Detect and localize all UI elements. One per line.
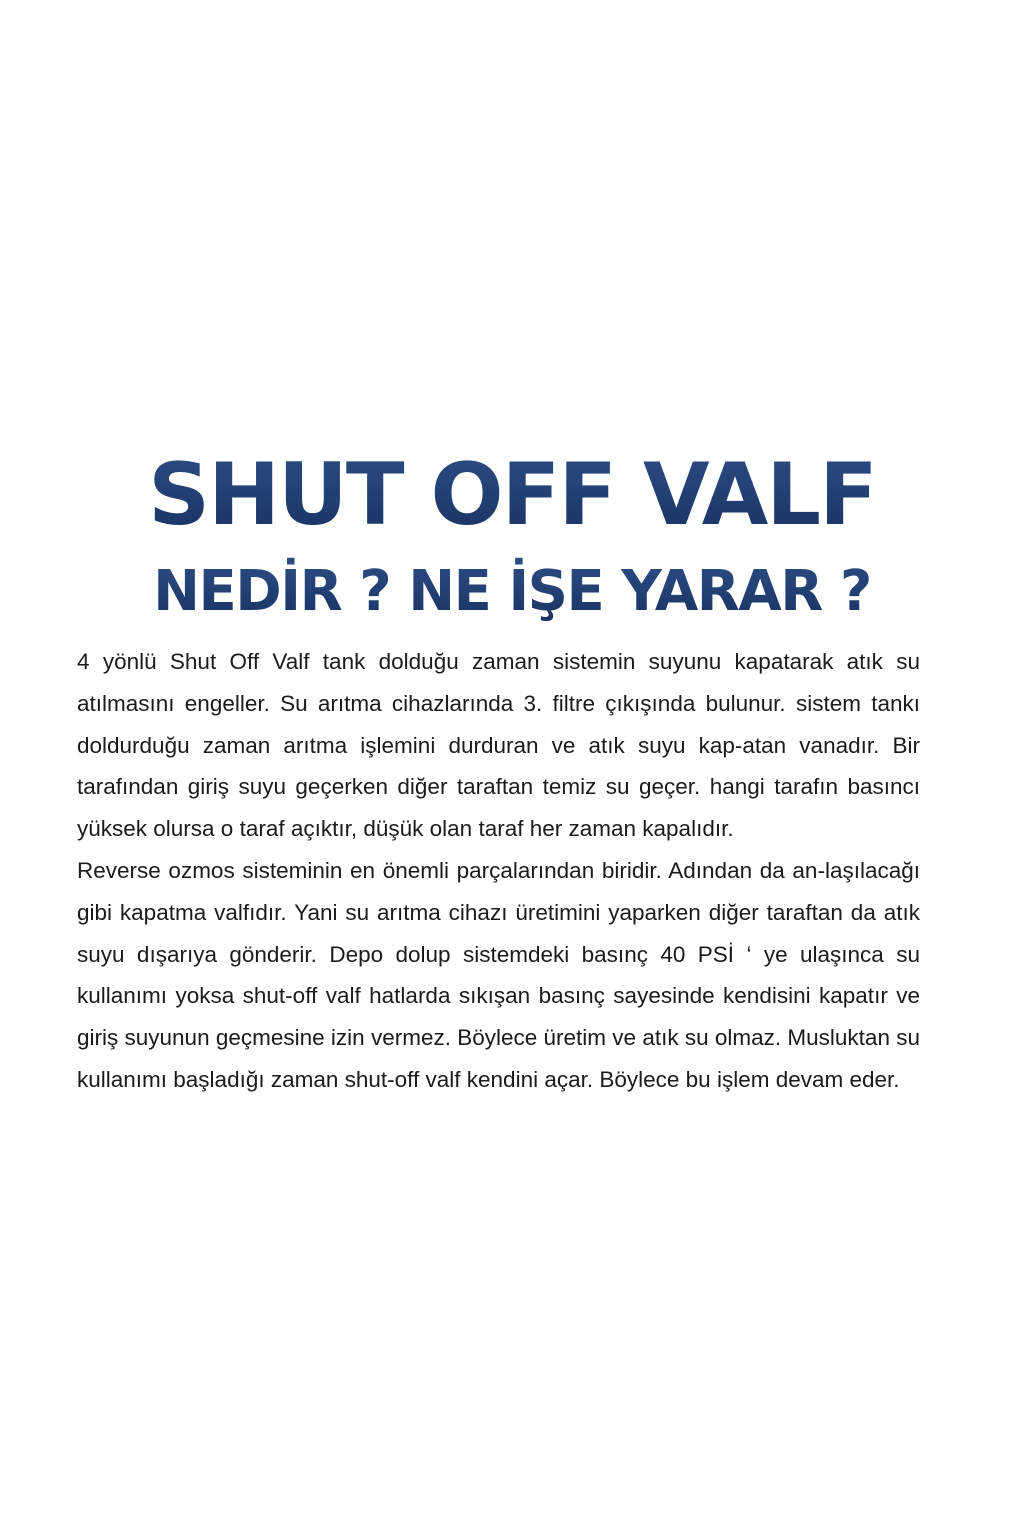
body-text [77,641,920,1101]
title-line-2: NEDİR ? NE İŞE YARAR ? [0,554,1024,630]
paragraph-2: Reverse ozmos sisteminin en önemli parçalarından biridir. Adından da an-laşılacağı gibi kapatma valfıdır. Yani su arıtma cihazı üretimini yaparken diğer taraftan da atık suyu dışarıya gönderir. Depo dolup sistemdeki basınç 40 PSİ ‘ ye ulaşınca su kullanımı yoksa shut-off valf hatlarda sıkışan basınç sayesinde kendisini kapatır ve giriş suyunun geçmesine izin vermez. Böylece üretim ve atık su olmaz. Musluktan su kullanımı başladığı zaman shut-off valf kendini açar. Böylece bu işlem devam eder. [77,857,920,1092]
paragraph-1: 4 yönlü Shut Off Valf tank dolduğu zaman sistemin suyunu kapatarak atık su atılmasını engeller. Su arıtma cihazlarında 3. filtre çıkışında bulunur. sistem tankı doldurduğu zaman arıtma işlemini durduran ve atık suyu kap-atan vanadır. Bir tarafından giriş suyu geçerken diğer taraftan temiz su geçer. hangi tarafın basıncı yüksek olursa o taraf açıktır, düşük olan taraf her zaman kapalıdır. [77,649,920,842]
title-line-1: SHUT OFF VALF [0,440,1024,550]
